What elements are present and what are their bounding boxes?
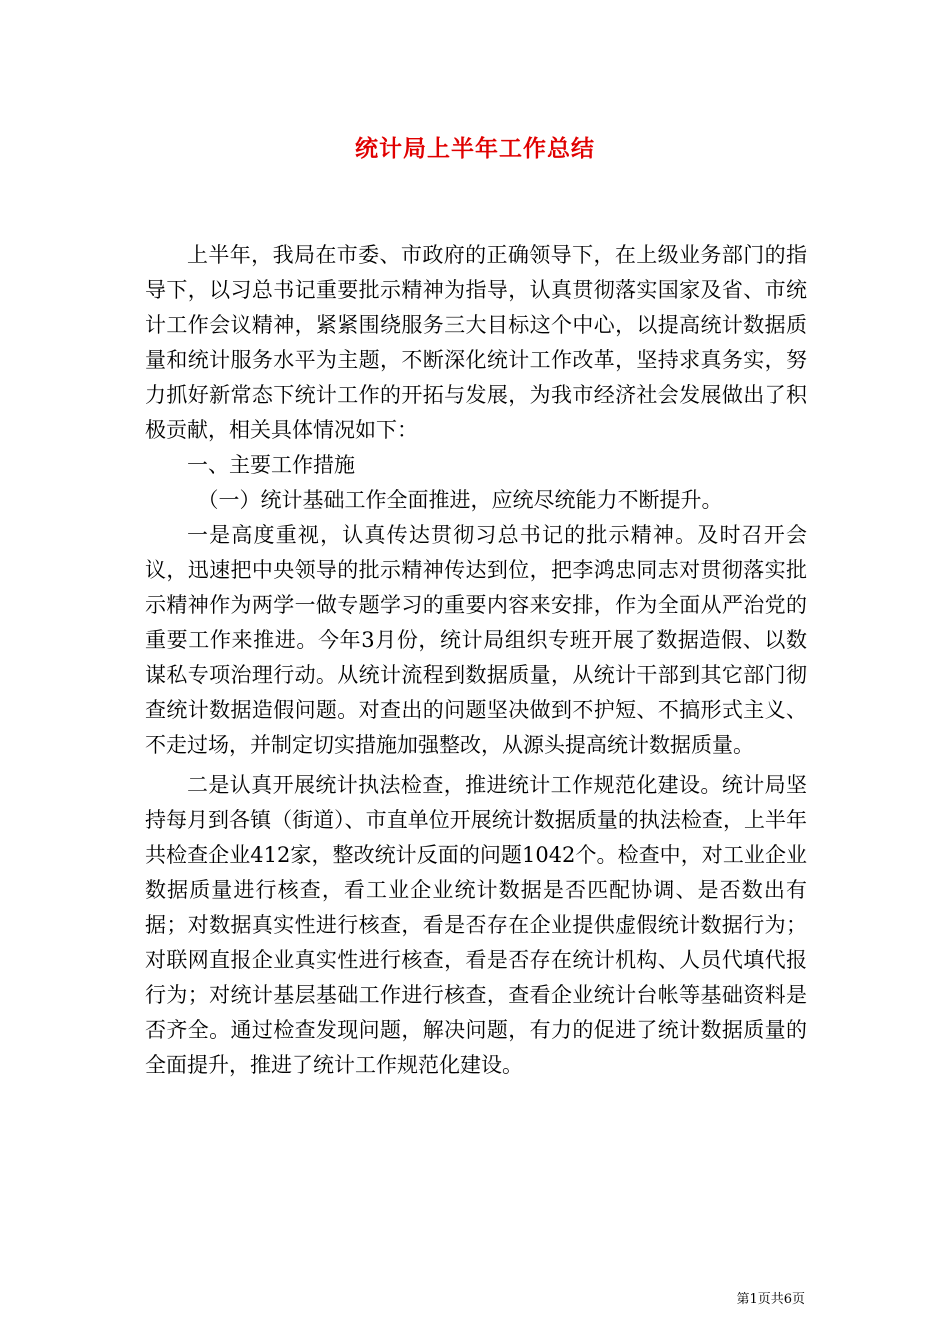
body-paragraph: 二是认真开展统计执法检查，推进统计工作规范化建设。统计局坚持每月到各镇（街道）、市直单位开展统计数据质量的执法检查，上半年共检查企业412家，整改统计反面的问题1042个。检查中，对工业企业数据质量进行核查，看工业企业统计数据是否匹配协调、是否数出有据；对数据真实性进行核查，看是否存在企业提供虚假统计数据行为；对联网直报企业真实性进行核查，看是否存在统计机构、人员代填代报行为；对统计基层基础工作进行核查，查看企业统计台帐等基础资料是否齐全。通过检查发现问题，解决问题，有力的促进了统计数据质量的全面提升，推进了统计工作规范化建设。 — [145, 773, 807, 1077]
section-heading: 一、主要工作措施 — [187, 453, 355, 477]
subsection-heading: （一）统计基础工作全面推进，应统尽统能力不断提升。 — [197, 488, 723, 512]
document-title: 统计局上半年工作总结 — [355, 135, 595, 162]
page-number: 第1页共6页 — [736, 1292, 805, 1307]
intro-paragraph: 上半年，我局在市委、市政府的正确领导下，在上级业务部门的指导下，以习总书记重要批示精神为指导，认真贯彻落实国家及省、市统计工作会议精神，紧紧围绕服务三大目标这个中心，以提高统计数据质量和统计服务水平为主题，不断深化统计工作改革，坚持求真务实，努力抓好新常态下统计工作的开拓与发展，为我市经济社会发展做出了积极贡献，相关具体情况如下： — [145, 243, 807, 442]
document-body — [145, 238, 807, 1083]
body-paragraph: 一是高度重视，认真传达贯彻习总书记的批示精神。及时召开会议，迅速把中央领导的批示精神传达到位，把李鸿忠同志对贯彻落实批示精神作为两学一做专题学习的重要内容来安排，作为全面从严治党的重要工作来推进。今年3月份，统计局组织专班开展了数据造假、以数谋私专项治理行动。从统计流程到数据质量，从统计干部到其它部门彻查统计数据造假问题。对查出的问题坚决做到不护短、不搞形式主义、不走过场，并制定切实措施加强整改，从源头提高统计数据质量。 — [145, 523, 807, 757]
